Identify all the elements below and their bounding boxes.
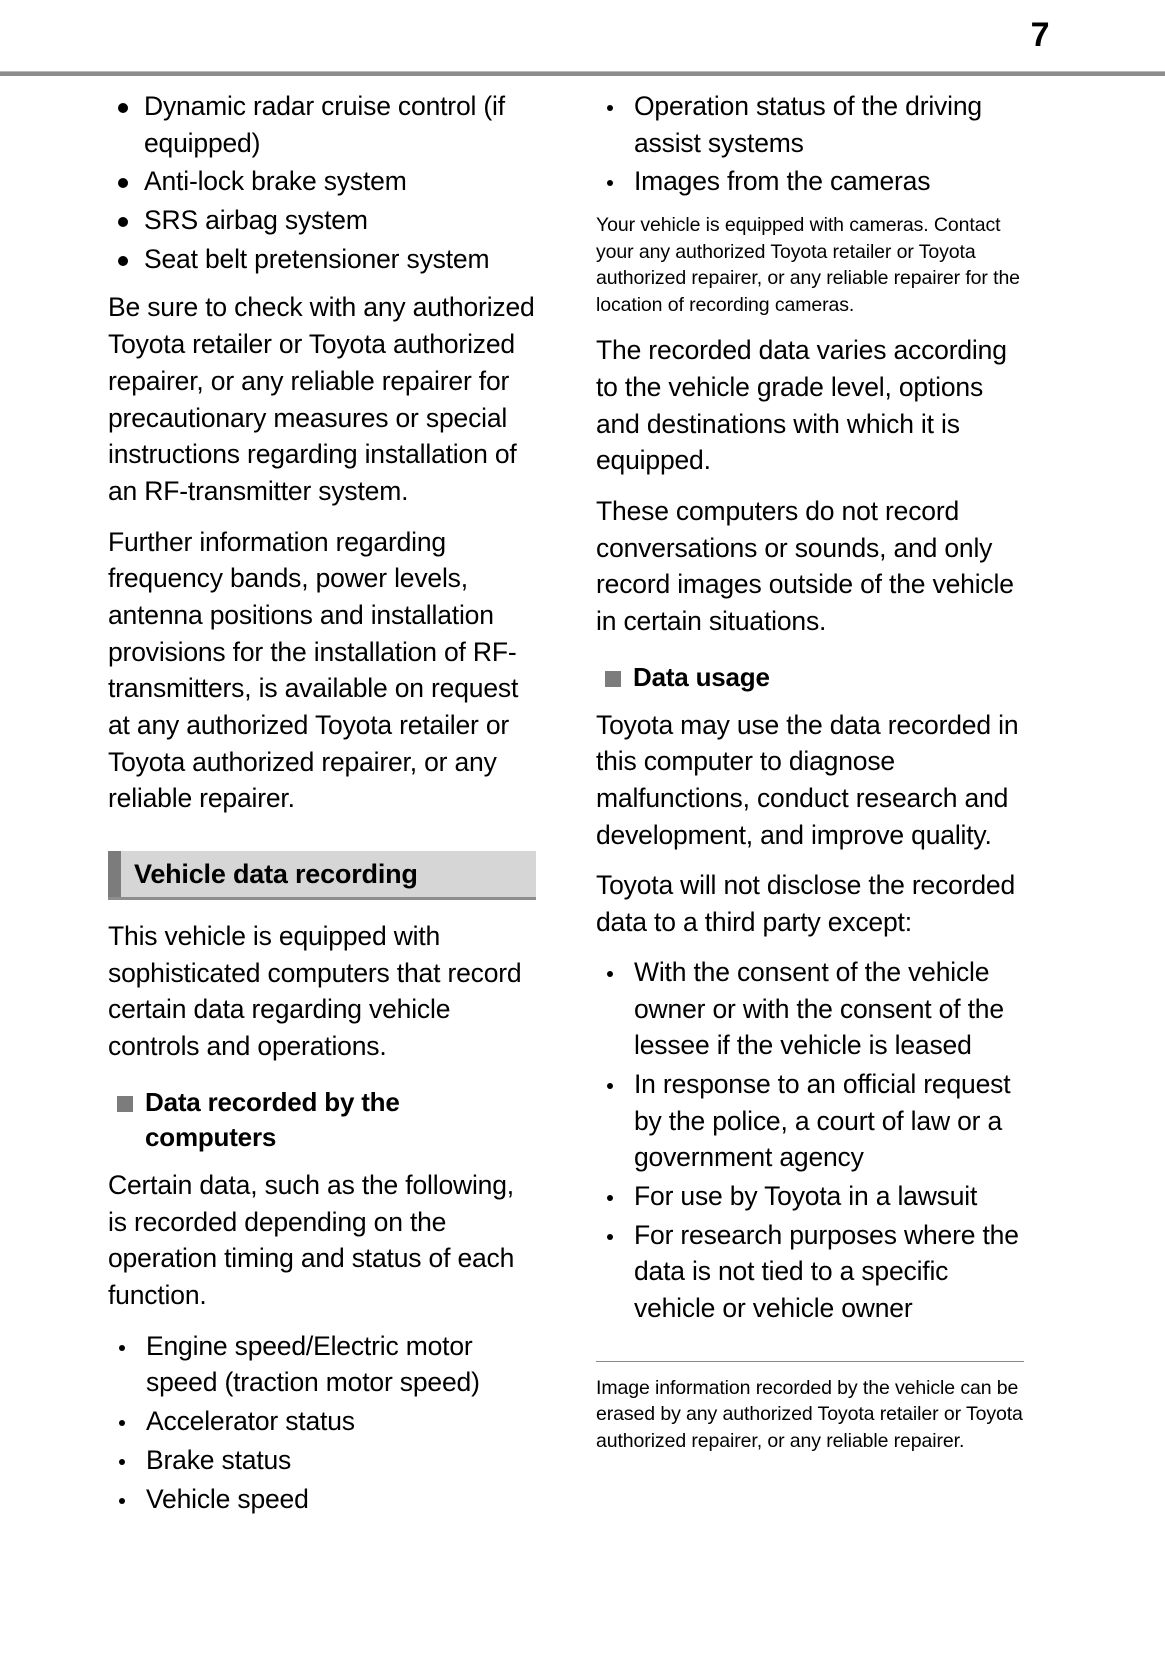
- paragraph-certain-data: Certain data, such as the following, is recorded depending on the operation timing and status of each function.: [108, 1170, 515, 1311]
- footnote-divider: [596, 1361, 1024, 1362]
- subheading-label: Data usage: [633, 661, 770, 692]
- section-header-vehicle-data-recording: [108, 851, 536, 900]
- list-item: Anti-lock brake system: [108, 163, 536, 200]
- square-bullet-icon: [117, 1096, 133, 1112]
- disclosure-exceptions-list: [596, 954, 1024, 1327]
- paragraph-cameras-note: Your vehicle is equipped with cameras. Contact your any authorized Toyota retailer or Toyota authorized repairer, or any reliable repairer for the location of recording cameras.: [596, 214, 1020, 316]
- list-item: Accelerator status: [108, 1403, 536, 1440]
- square-bullet-icon: [605, 671, 621, 687]
- paragraph-further-information: Further information regarding frequency bands, power levels, antenna positions and installation provisions for the installation of RF-transmitters, is available on request at any authorized Toyota retailer or Toyota authorized repairer, or any reliable repairer.: [108, 526, 519, 814]
- list-item: Dynamic radar cruise control (if equipped): [108, 88, 536, 161]
- recorded-data-list-continued: [596, 88, 1024, 200]
- recorded-data-list: [108, 1328, 536, 1517]
- footnote-block: [596, 1361, 1024, 1455]
- paragraph-data-varies: The recorded data varies according to the vehicle grade level, options and destinations with which it is equipped.: [596, 335, 1007, 476]
- page-columns: [0, 72, 1165, 1529]
- list-item: In response to an official request by the police, a court of law or a government agency: [596, 1066, 1024, 1176]
- list-item: Images from the cameras: [596, 163, 1024, 200]
- list-item: For research purposes where the data is not tied to a specific vehicle or vehicle owner: [596, 1217, 1024, 1327]
- list-item: Operation status of the driving assist systems: [596, 88, 1024, 161]
- list-item: Vehicle speed: [108, 1481, 536, 1518]
- header-divider: [0, 71, 1165, 76]
- footnote-text: Image information recorded by the vehicle can be erased by any authorized Toyota retailer or Toyota authorized repairer, or any reliable repairer.: [596, 1376, 1023, 1452]
- paragraph-toyota-may-use: Toyota may use the data recorded in this computer to diagnose malfunctions, conduct research and development, and improve quality.: [596, 709, 1019, 850]
- list-item: Brake status: [108, 1442, 536, 1479]
- paragraph-check-authorized: Be sure to check with any authorized Toyota retailer or Toyota authorized repairer, or any reliable repairer for precautionary measures or special instructions regarding installation of an RF-transmitter system.: [108, 292, 535, 506]
- feature-list: [108, 88, 536, 277]
- list-item: For use by Toyota in a lawsuit: [596, 1178, 1024, 1215]
- subheading-label: Data recorded by the computers: [145, 1086, 400, 1152]
- page-number: 7: [1030, 16, 1049, 54]
- page-header: [0, 0, 1165, 72]
- list-item: Seat belt pretensioner system: [108, 241, 536, 278]
- list-item: With the consent of the vehicle owner or with the consent of the lessee if the vehicle is leased: [596, 954, 1024, 1064]
- paragraph-equipped-computers: This vehicle is equipped with sophisticated computers that record certain data regarding vehicle controls and operations.: [108, 921, 522, 1062]
- paragraph-not-disclose: Toyota will not disclose the recorded data to a third party except:: [596, 870, 1016, 938]
- section-header-label: Vehicle data recording: [134, 858, 418, 889]
- subheading-data-usage: [596, 660, 1024, 695]
- list-item: Engine speed/Electric motor speed (traction motor speed): [108, 1328, 536, 1401]
- paragraph-no-conversations: These computers do not record conversations or sounds, and only record images outside of the vehicle in certain situations.: [596, 495, 1014, 636]
- list-item: SRS airbag system: [108, 202, 536, 239]
- left-column: [108, 88, 536, 1529]
- right-column: [596, 88, 1024, 1529]
- section-header-tab: [108, 851, 121, 897]
- subheading-data-recorded-by-computers: [108, 1085, 536, 1155]
